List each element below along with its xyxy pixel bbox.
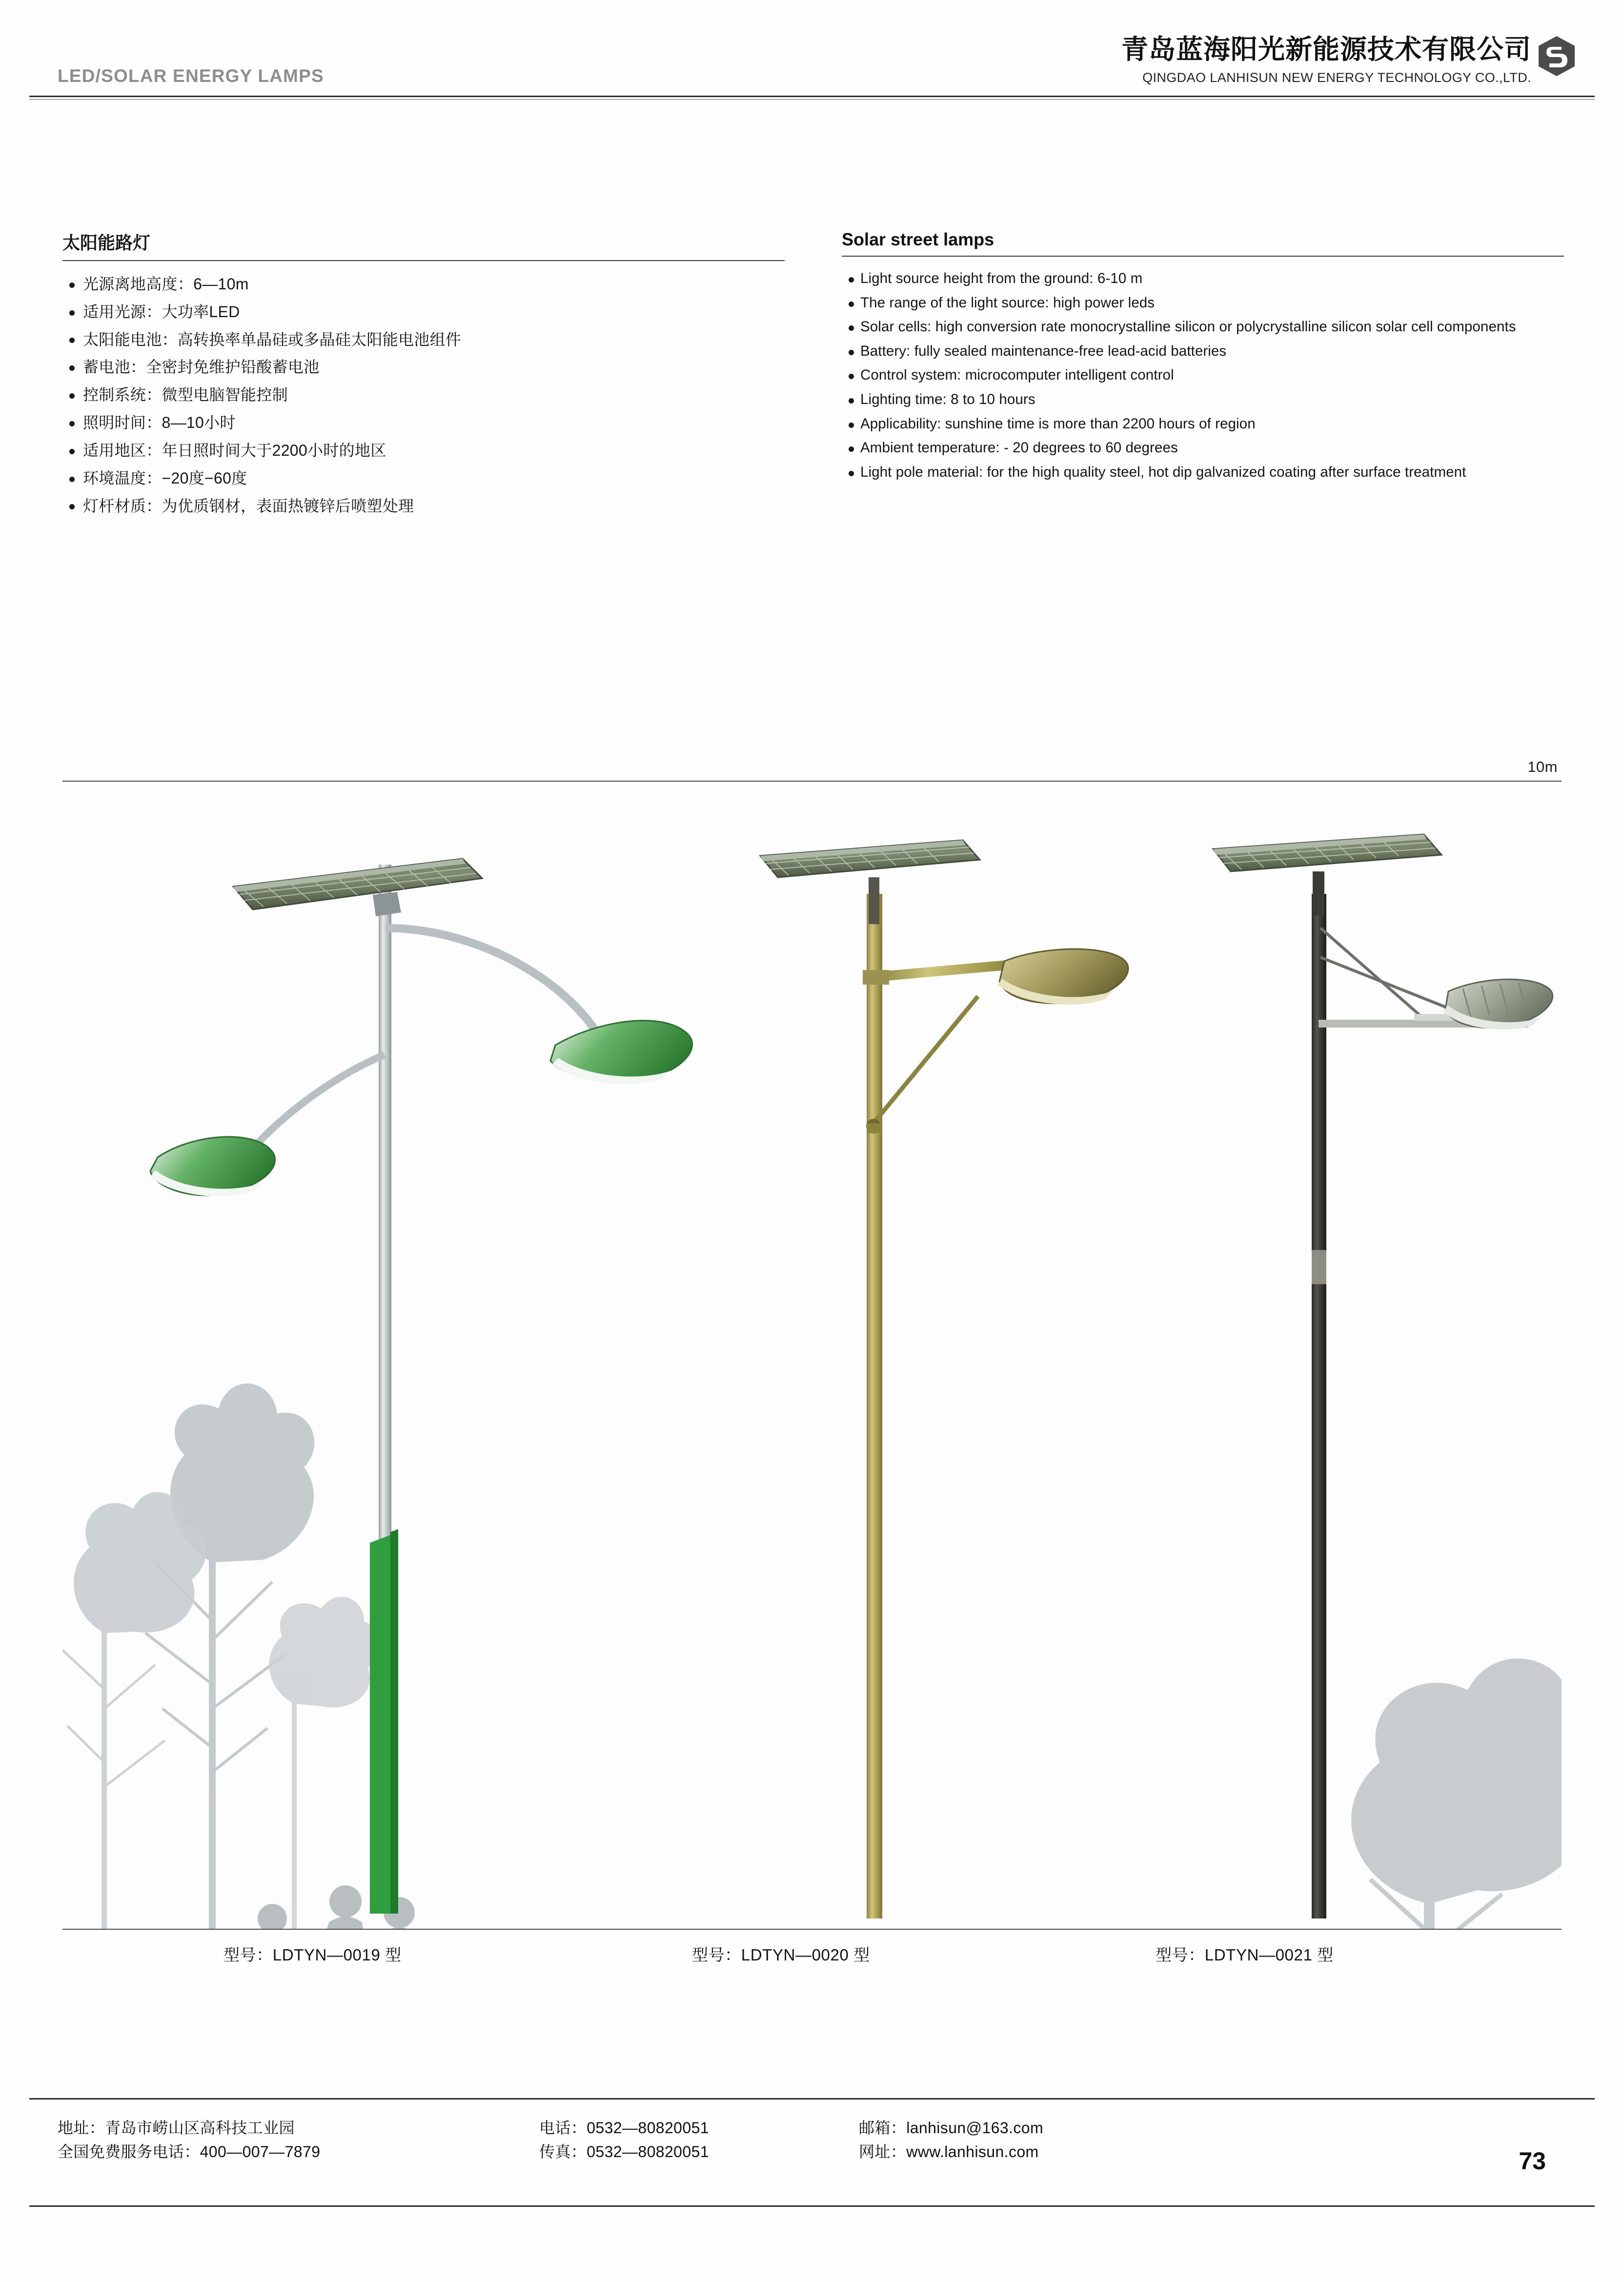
model-caption-3: 型号：LDTYN—0021 型 xyxy=(1156,1946,1334,1964)
footer-website: 网址：www.lanhisun.com xyxy=(859,2142,1039,2161)
spec-item: 照明时间：8—10小时 xyxy=(62,410,785,436)
spec-item: Applicability: sunshine time is more than 2200 hours of region xyxy=(842,413,1564,436)
spec-block-chinese xyxy=(62,229,785,521)
company-identity xyxy=(1121,34,1531,85)
footer-address: 地址：青岛市崂山区高科技工业园 xyxy=(58,2119,295,2137)
page-header xyxy=(0,0,1624,105)
spec-item: Solar cells: high conversion rate monocrystalline silicon or polycrystalline silicon solar cell components xyxy=(842,316,1564,339)
spec-title-cn: 太阳能路灯 xyxy=(62,233,151,253)
footer-fax: 传真：0532—80820051 xyxy=(539,2142,709,2161)
spec-item: 环境温度：−20度−60度 xyxy=(62,466,785,491)
spec-item: Light source height from the ground: 6-10 m xyxy=(842,267,1564,290)
footer-phone-block xyxy=(539,2116,709,2163)
spec-item: Battery: fully sealed maintenance-free lead-acid batteries xyxy=(842,340,1564,363)
header-divider-thin xyxy=(29,99,1595,100)
footer-web-block xyxy=(859,2116,1043,2163)
product-figure xyxy=(62,758,1562,1976)
spec-title-rule-en xyxy=(842,256,1564,257)
spec-item: The range of the light source: high power leds xyxy=(842,292,1564,315)
spec-item: 适用光源：大功率LED xyxy=(62,300,785,325)
figure-ground-line xyxy=(62,1929,1562,1930)
spec-item: 灯杆材质：为优质钢材，表面热镀锌后喷塑处理 xyxy=(62,494,785,519)
company-name-en: QINGDAO LANHISUN NEW ENERGY TECHNOLOGY CO.,LTD. xyxy=(1142,70,1531,85)
spec-title-rule-cn xyxy=(62,260,785,261)
spec-title-en: Solar street lamps xyxy=(842,229,995,249)
street-lamp-scene-illustration xyxy=(62,782,1562,1929)
header-section-label: LED/SOLAR ENERGY LAMPS xyxy=(58,66,324,86)
company-name-cn: 青岛蓝海阳光新能源技术有限公司 xyxy=(1121,34,1531,64)
spec-item: 光源离地高度：6—10m xyxy=(62,272,785,297)
footer-hotline: 全国免费服务电话：400—007—7879 xyxy=(58,2142,321,2161)
spec-list-cn xyxy=(62,272,785,519)
header-divider xyxy=(29,96,1595,97)
footer-divider-bottom xyxy=(29,2205,1595,2207)
spec-item: 太阳能电池：高转换率单晶硅或多晶硅太阳能电池组件 xyxy=(62,327,785,353)
spec-list-en xyxy=(842,267,1564,484)
spec-item: 适用地区：年日照时间大于2200小时的地区 xyxy=(62,438,785,464)
spec-item: Lighting time: 8 to 10 hours xyxy=(842,388,1564,411)
spec-item: Ambient temperature: - 20 degrees to 60 degrees xyxy=(842,437,1564,460)
spec-block-english xyxy=(842,229,1564,485)
page-footer xyxy=(0,2105,1624,2203)
footer-tel: 电话：0532—80820051 xyxy=(539,2119,709,2137)
page-number: 73 xyxy=(1519,2147,1546,2175)
spec-item: Light pole material: for the high quality steel, hot dip galvanized coating after surface treatment xyxy=(842,461,1564,484)
spec-item: Control system: microcomputer intelligent control xyxy=(842,364,1564,387)
model-caption-1: 型号：LDTYN—0019 型 xyxy=(223,1946,402,1964)
spec-item: 蓄电池：全密封免维护铅酸蓄电池 xyxy=(62,355,785,380)
model-caption-2: 型号：LDTYN—0020 型 xyxy=(692,1946,870,1964)
footer-email: 邮箱：lanhisun@163.com xyxy=(859,2119,1044,2137)
footer-divider-top xyxy=(29,2098,1595,2100)
footer-address-block xyxy=(58,2116,320,2163)
hexagon-logo-icon xyxy=(1536,35,1578,77)
scale-label-10m: 10m xyxy=(1527,758,1558,775)
spec-item: 控制系统：微型电脑智能控制 xyxy=(62,383,785,408)
